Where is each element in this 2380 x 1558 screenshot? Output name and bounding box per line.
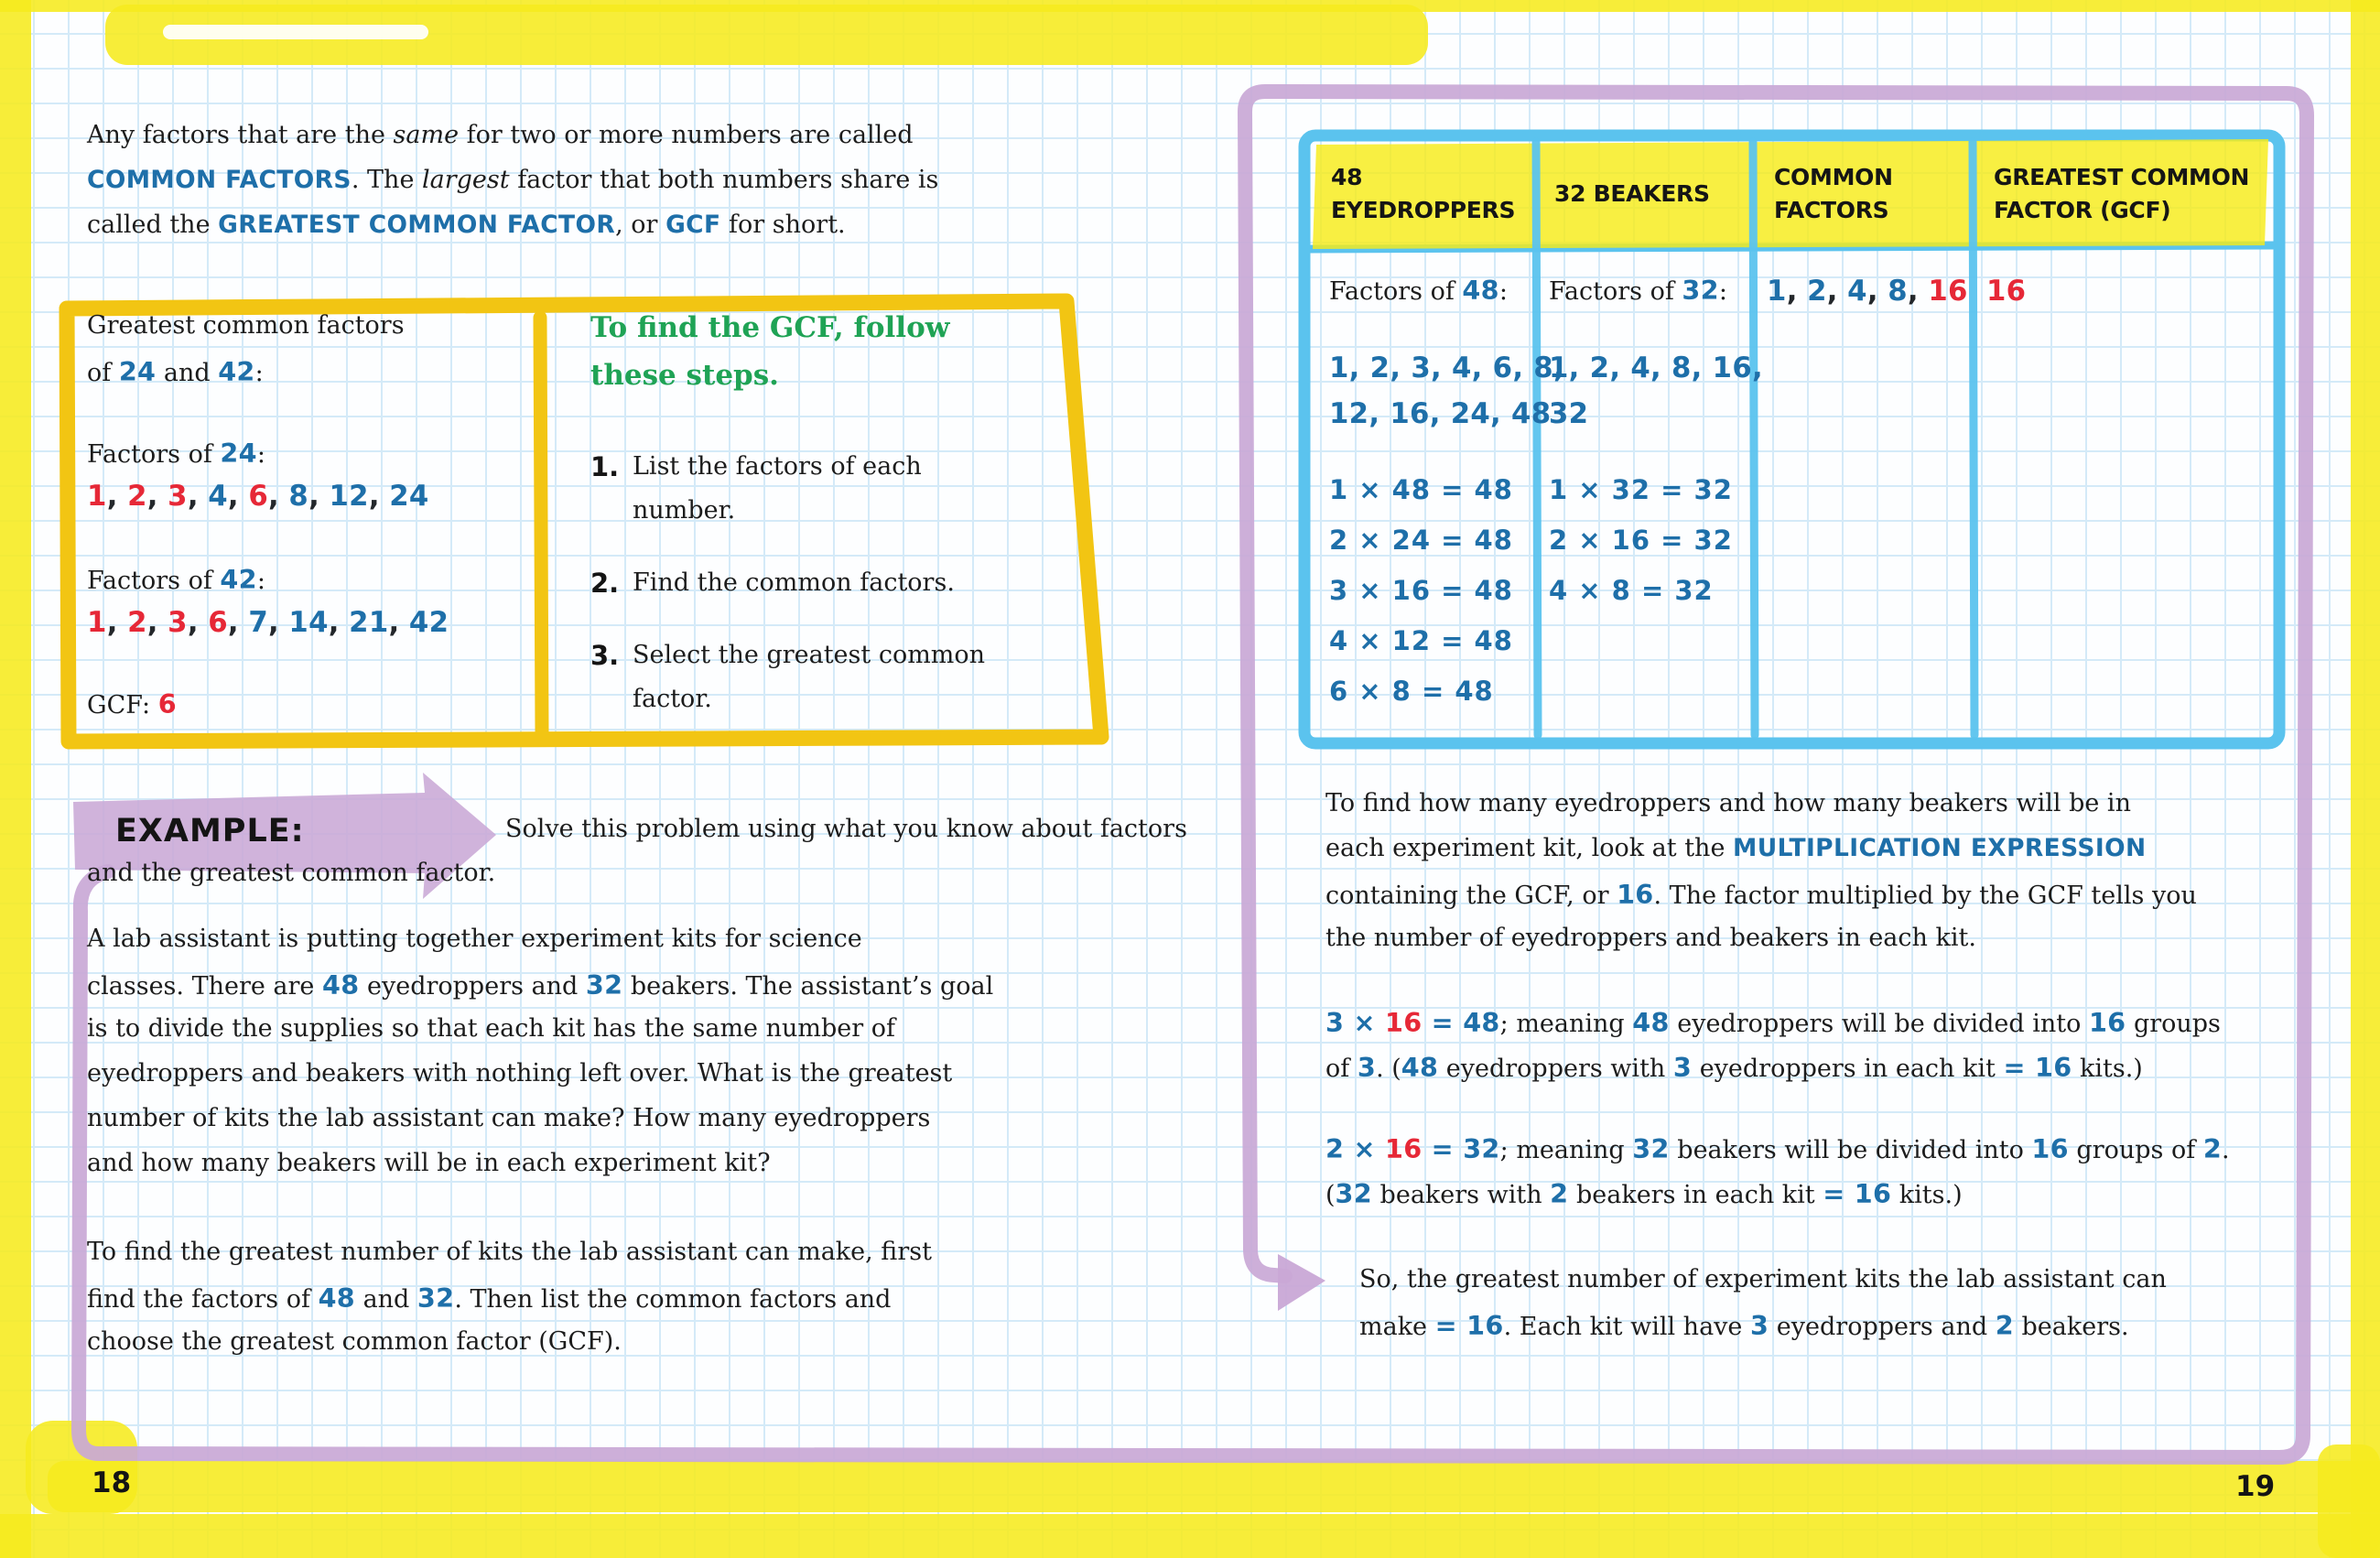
example-intro-line: Solve this problem using what you know about factors [505,815,1187,843]
step-text: Find the common factors. [633,568,955,597]
gcf-box-title: of 24 and 42: [87,356,264,387]
equations-32 [1549,474,1741,625]
factors-of-24 [87,438,429,525]
equations-48 [1329,474,1531,726]
gcf-result-line: GCF: 6 [87,688,177,719]
paragraph-line: To find how many eyedroppers and how many beakers will be in [1325,789,2131,817]
factor-list-line: 32 [1549,397,1589,430]
paragraph-line: classes. There are 48 eyedroppers and 32 beakers. The assistant’s goal [87,969,994,1001]
factors-of-42 [87,564,449,652]
step-item-2 [590,561,994,605]
factor-list-line: 1, 2, 3, 4, 6, 8, [1329,352,1564,384]
factors-24-label: Factors of 24: [87,438,265,469]
paragraph-line: eyedroppers and beakers with nothing left over. What is the greatest [87,1059,953,1087]
paragraph-line: A lab assistant is putting together experiment kits for science [87,925,862,953]
step-number: 1. [590,451,620,482]
paragraph-line: So, the greatest number of experiment kits the lab assistant can [1359,1265,2167,1293]
paragraph-line: make = 16. Each kit will have 3 eyedroppers and 2 beakers. [1359,1310,2129,1341]
cell-label: Factors of 32: [1549,275,1727,306]
example-intro-line: and the greatest common factor. [87,859,496,887]
equation-line: 1 × 32 = 32 [1549,474,1733,505]
factors-42-label: Factors of 42: [87,564,265,595]
equation-line: 6 × 8 = 48 [1329,676,1494,707]
gcf-box-divider [540,318,542,733]
gcf-box-title: Greatest common factors [87,311,405,340]
table-header-eyedroppers: 48 EYEDROPPERS [1331,164,1516,223]
steps-heading [590,304,949,399]
intro-line: Any factors that are the same for two or more numbers are called [87,121,914,149]
purple-arrowhead [1278,1254,1325,1311]
example-method-paragraph [87,1238,932,1372]
gcf-box-left-column [87,311,405,401]
equation-line: 4 × 12 = 48 [1329,625,1513,656]
table-cell-common-factors: 1, 2, 4, 8, 16 [1767,275,1968,308]
example-problem-paragraph [87,925,993,1194]
table-header-beakers: 32 BEAKERS [1554,180,1710,207]
step-number: 3. [590,640,620,671]
gcf-result [87,688,177,730]
step-text: Select the greatest common factor. [633,641,986,713]
table-header-common-factors: COMMON FACTORS [1774,164,1893,223]
factor-list-line: 1, 2, 4, 8, 16, [1549,352,1763,384]
equation-line: 1 × 48 = 48 [1329,474,1513,505]
equation-line: 4 × 8 = 32 [1549,575,1714,606]
paragraph-line: choose the greatest common factor (GCF). [87,1327,622,1356]
paragraph-line: find the factors of 48 and 32. Then list the common factors and [87,1282,892,1314]
solution-conclusion [1359,1265,2167,1355]
factor-list-48 [1329,352,1564,443]
paragraph-line: To find the greatest number of kits the lab assistant can make, first [87,1238,932,1266]
intro-paragraph [87,121,938,255]
paragraph-line: 2 × 16 = 32; meaning 32 beakers will be divided into 16 groups of 2. [1325,1133,2230,1164]
solution-paragraph-3 [1325,1133,2230,1223]
factors-42-list: 1, 2, 3, 6, 7, 14, 21, 42 [87,606,449,639]
solution-paragraph-1 [1325,789,2197,968]
paragraph-line: 3 × 16 = 48; meaning 48 eyedroppers will be divided into 16 groups [1325,1007,2221,1038]
step-number: 2. [590,568,620,599]
factor-list-line: 12, 16, 24, 48 [1329,397,1552,430]
paragraph-line: each experiment kit, look at the MULTIPLICATION EXPRESSION [1325,834,2147,862]
paragraph-line: of 3. (48 eyedroppers with 3 eyedroppers in each kit = 16 kits.) [1325,1052,2143,1083]
example-label: EXAMPLE: [115,813,305,849]
steps-list [590,445,994,750]
paragraph-line: containing the GCF, or 16. The factor multiplied by the GCF tells you [1325,879,2197,910]
table-cell-beakers [1549,275,1763,625]
paragraph-line: number of kits the lab assistant can make? How many eyedroppers [87,1104,931,1132]
page-number-right: 19 [2235,1470,2276,1503]
table-cell-eyedroppers [1329,275,1564,726]
step-item-1 [590,445,994,533]
solution-paragraph-2 [1325,1007,2221,1097]
paragraph-line: is to divide the supplies so that each kit has the same number of [87,1014,895,1043]
table-header-gcf: GREATEST COMMON FACTOR (GCF) [1994,164,2250,223]
paragraph-line: the number of eyedroppers and beakers in each kit. [1325,924,1976,952]
factors-24-list: 1, 2, 3, 4, 6, 8, 12, 24 [87,480,429,513]
factor-list-32 [1549,352,1763,443]
equation-line: 3 × 16 = 48 [1329,575,1513,606]
page-number-left: 18 [92,1466,132,1499]
intro-line: COMMON FACTORS. The largest factor that both numbers share is [87,166,939,194]
table-divider-3 [1973,142,1974,735]
equation-line: 2 × 16 = 32 [1549,525,1733,556]
steps-heading-line: these steps. [590,359,779,392]
step-item-3 [590,633,994,721]
step-text: List the factors of each number. [633,452,922,525]
paragraph-line: (32 beakers with 2 beakers in each kit = 16 kits.) [1325,1178,1963,1209]
paragraph-line: and how many beakers will be in each experiment kit? [87,1149,771,1177]
equation-line: 2 × 24 = 48 [1329,525,1513,556]
intro-line: called the GREATEST COMMON FACTOR, or GCF for short. [87,211,846,239]
table-cell-gcf-value: 16 [1986,275,2027,308]
steps-heading-line: To find the GCF, follow [590,311,950,344]
cell-label: Factors of 48: [1329,275,1508,306]
